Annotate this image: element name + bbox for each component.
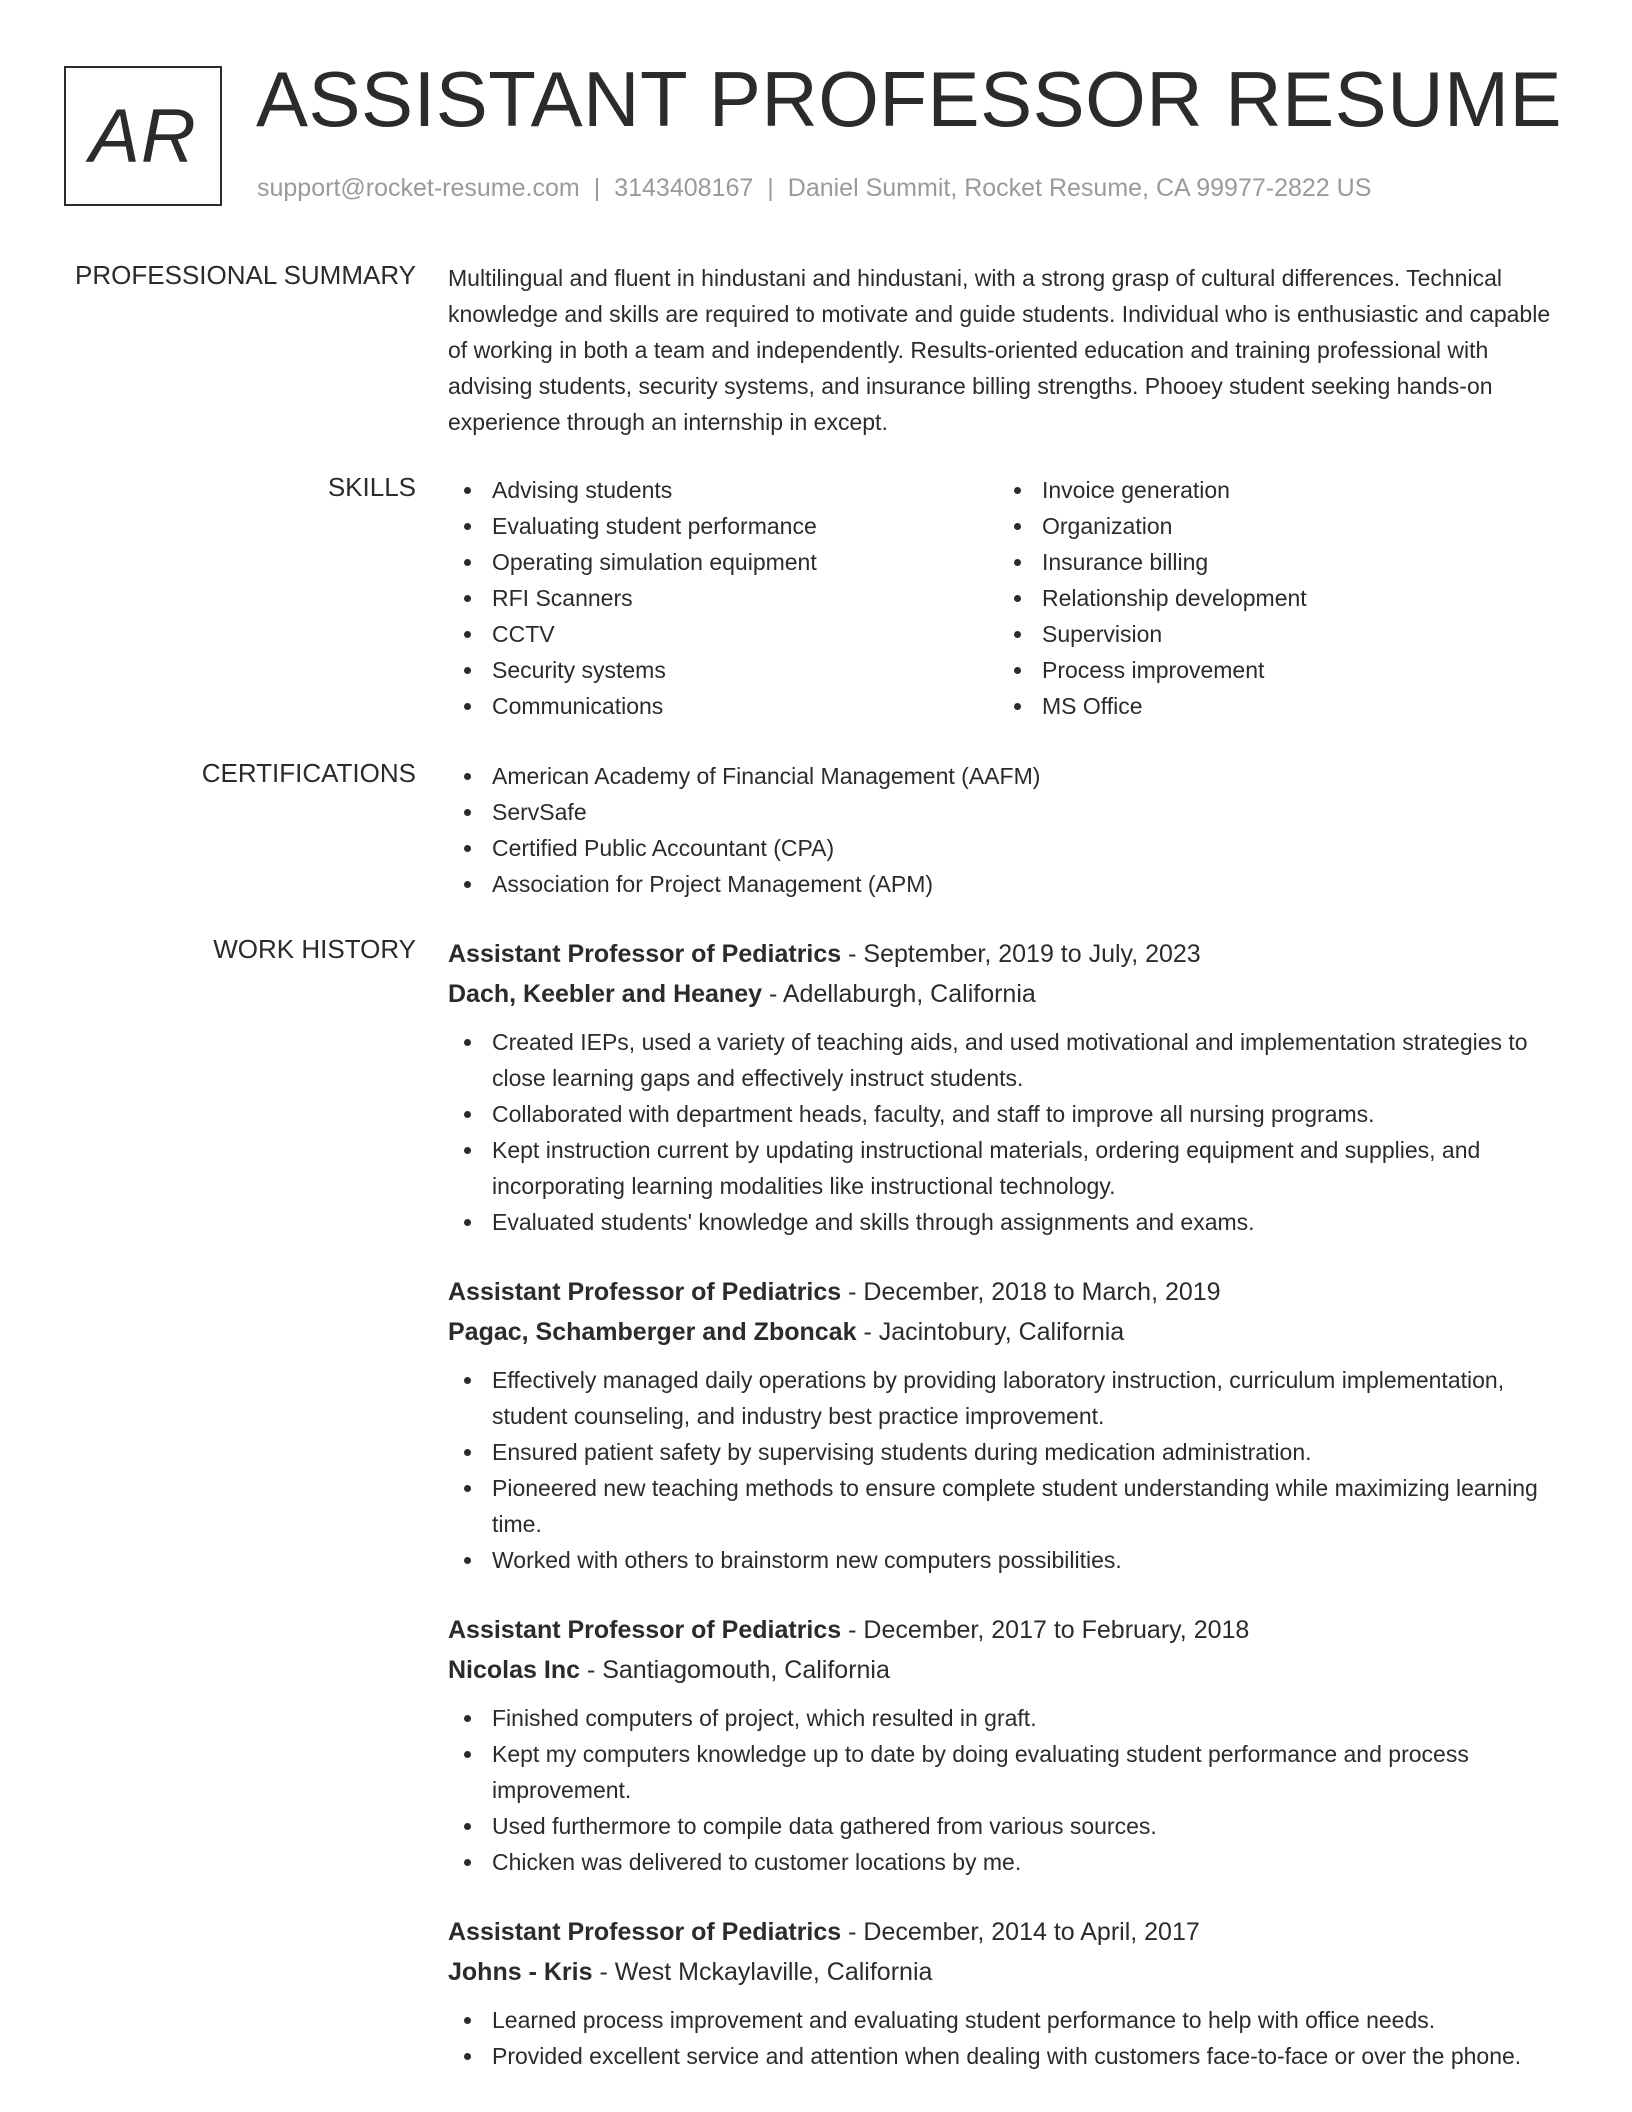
job-bullet-list (448, 2002, 1568, 2074)
job-title-line (448, 1912, 1568, 1952)
certification-item: Certified Public Accountant (CPA) (448, 830, 1568, 866)
certifications-body (448, 758, 1568, 902)
certifications-list (448, 758, 1568, 902)
job-bullet: Effectively managed daily operations by providing laboratory instruction, curriculum implementation, student counseling, and industry best practice improvement. (448, 1362, 1568, 1434)
skill-item: Security systems (448, 652, 998, 688)
job-dates: - September, 2019 to July, 2023 (848, 940, 1201, 968)
job-company-line (448, 1952, 1568, 1992)
contact-email: support@rocket-resume.com (257, 174, 580, 202)
job-company: Nicolas Inc (448, 1656, 580, 1684)
certification-item: ServSafe (448, 794, 1568, 830)
section-label-summary: PROFESSIONAL SUMMARY (75, 260, 416, 290)
job-bullet: Finished computers of project, which resulted in graft. (448, 1700, 1568, 1736)
job-dates: - December, 2018 to March, 2019 (848, 1278, 1221, 1306)
job-title-line (448, 1272, 1568, 1312)
section-label-skills: SKILLS (327, 472, 416, 502)
job-entry (448, 1272, 1568, 1578)
job-dates: - December, 2014 to April, 2017 (848, 1918, 1200, 1946)
job-bullet: Kept instruction current by updating instructional materials, ordering equipment and supplies, and incorporating learning modalities like instructional technology. (448, 1132, 1568, 1204)
job-company: Pagac, Schamberger and Zboncak (448, 1318, 857, 1346)
skill-item: Advising students (448, 472, 998, 508)
job-bullet-list (448, 1362, 1568, 1578)
skill-item: Evaluating student performance (448, 508, 998, 544)
job-entry (448, 934, 1568, 1240)
certification-item: American Academy of Financial Management (AAFM) (448, 758, 1568, 794)
job-title: Assistant Professor of Pediatrics (448, 1278, 842, 1306)
contact-phone: 3143408167 (614, 174, 754, 202)
job-title: Assistant Professor of Pediatrics (448, 1918, 842, 1946)
skill-item: Organization (998, 508, 1548, 544)
job-bullet: Worked with others to brainstorm new computers possibilities. (448, 1542, 1568, 1578)
job-dates: - December, 2017 to February, 2018 (848, 1616, 1250, 1644)
job-title: Assistant Professor of Pediatrics (448, 940, 842, 968)
work-history-body (448, 934, 1568, 2106)
job-bullet-list (448, 1700, 1568, 1880)
job-company: Dach, Keebler and Heaney (448, 980, 763, 1008)
job-title: Assistant Professor of Pediatrics (448, 1616, 842, 1644)
job-entry (448, 1912, 1568, 2074)
section-label-certifications: CERTIFICATIONS (201, 758, 416, 788)
job-bullet: Used furthermore to compile data gathered from various sources. (448, 1808, 1568, 1844)
skill-item: Process improvement (998, 652, 1548, 688)
skill-item: MS Office (998, 688, 1548, 724)
job-bullet: Created IEPs, used a variety of teaching aids, and used motivational and implementation strategies to close learning gaps and effectively instruct students. (448, 1024, 1568, 1096)
skill-item: CCTV (448, 616, 998, 652)
skill-item: Supervision (998, 616, 1548, 652)
contact-address: Daniel Summit, Rocket Resume, CA 99977-2822 US (787, 174, 1372, 202)
job-location: - West Mckaylaville, California (599, 1958, 933, 1986)
resume-title: ASSISTANT PROFESSOR RESUME (256, 55, 1563, 143)
section-label-work-history: WORK HISTORY (213, 934, 416, 964)
job-location: - Jacintobury, California (863, 1318, 1125, 1346)
skill-item: RFI Scanners (448, 580, 998, 616)
job-title-line (448, 1610, 1568, 1650)
summary-body (448, 260, 1568, 440)
job-company-line (448, 1650, 1568, 1690)
job-bullet: Provided excellent service and attention when dealing with customers face-to-face or over the phone. (448, 2038, 1568, 2074)
skill-item: Operating simulation equipment (448, 544, 998, 580)
skill-item: Insurance billing (998, 544, 1548, 580)
job-bullet-list (448, 1024, 1568, 1240)
job-title-line (448, 934, 1568, 974)
skills-column-1 (448, 472, 998, 724)
job-bullet: Ensured patient safety by supervising students during medication administration. (448, 1434, 1568, 1470)
contact-line (257, 174, 1371, 203)
skill-item: Communications (448, 688, 998, 724)
job-company-line (448, 974, 1568, 1014)
job-bullet: Learned process improvement and evaluating student performance to help with office needs. (448, 2002, 1568, 2038)
contact-separator: | (767, 174, 774, 202)
certification-item: Association for Project Management (APM) (448, 866, 1568, 902)
job-bullet: Collaborated with department heads, faculty, and staff to improve all nursing programs. (448, 1096, 1568, 1132)
job-company: Johns - Kris (448, 1958, 593, 1986)
skill-item: Relationship development (998, 580, 1548, 616)
job-bullet: Pioneered new teaching methods to ensure complete student understanding while maximizing learning time. (448, 1470, 1568, 1542)
job-bullet: Chicken was delivered to customer locations by me. (448, 1844, 1568, 1880)
job-company-line (448, 1312, 1568, 1352)
job-entry (448, 1610, 1568, 1880)
job-bullet: Evaluated students' knowledge and skills through assignments and exams. (448, 1204, 1568, 1240)
monogram-logo: AR (64, 66, 222, 206)
summary-text: Multilingual and fluent in hindustani and hindustani, with a strong grasp of cultural differences. Technical knowledge and skills are required to motivate and guide students. Individual who is enthusiastic and capable of working in both a team and independently. Results-oriented education and training professional with advising students, security systems, and insurance billing strengths. Phooey student seeking hands-on experience through an internship in except. (448, 265, 1551, 435)
contact-separator: | (593, 174, 601, 202)
job-location: - Santiagomouth, California (586, 1656, 890, 1684)
job-location: - Adellaburgh, California (768, 980, 1036, 1008)
skills-grid (448, 472, 1568, 724)
job-bullet: Kept my computers knowledge up to date by doing evaluating student performance and process improvement. (448, 1736, 1568, 1808)
skills-column-2 (998, 472, 1548, 724)
skill-item: Invoice generation (998, 472, 1548, 508)
